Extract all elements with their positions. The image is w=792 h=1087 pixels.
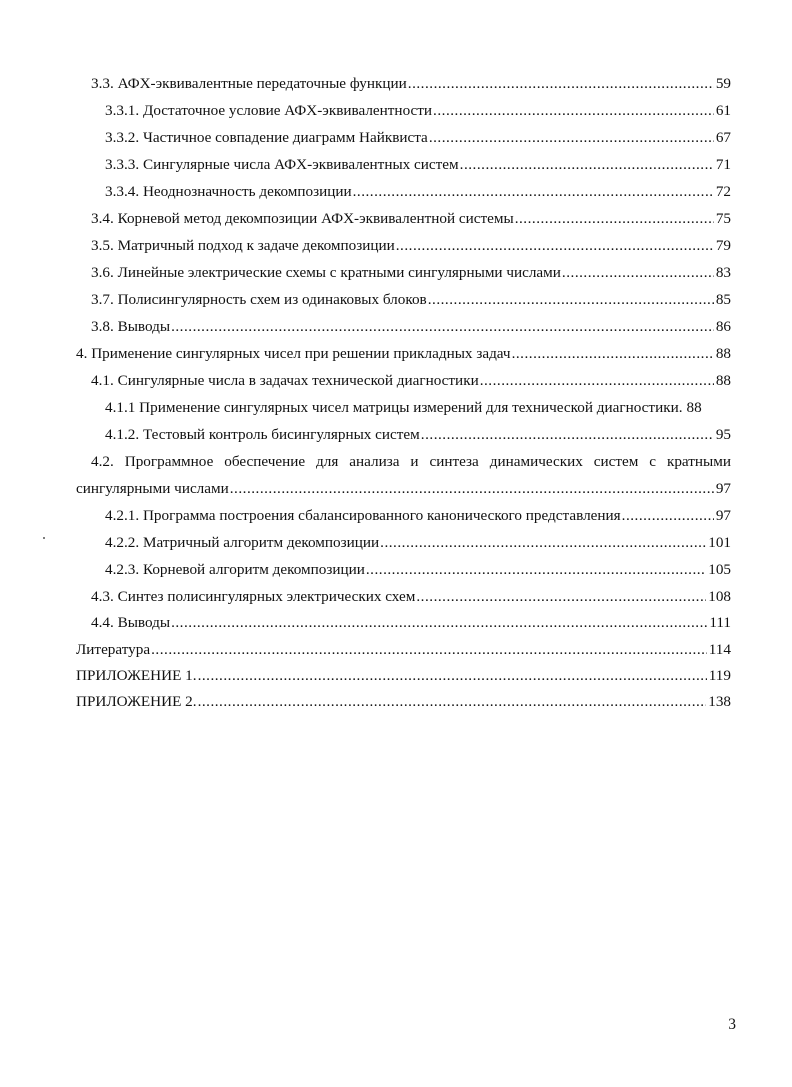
toc-leader-dots <box>460 155 714 175</box>
toc-entry-literature[interactable] <box>76 640 731 660</box>
toc-entry-label: 3.3.1. Достаточное условие АФХ-эквивалентности <box>105 102 433 119</box>
toc-entry-3-3[interactable] <box>91 74 731 94</box>
toc-entry-label: 3.4. Корневой метод декомпозиции АФХ-эквивалентной системы <box>91 210 514 227</box>
toc-leader-dots <box>428 290 714 310</box>
toc-entry-page: 67 <box>715 129 731 146</box>
toc-entry-4-1-2[interactable] <box>105 425 731 445</box>
toc-entry-label: 4.2. Программное обеспечение для анализа и синтеза динамических систем с кратными <box>91 453 731 470</box>
toc-leader-dots <box>622 506 714 526</box>
toc-entry-page: 119 <box>708 667 731 684</box>
toc-entry-label: 4.2.1. Программа построения сбалансированного канонического представления <box>105 507 621 524</box>
toc-entry-label: 4.2.2. Матричный алгоритм декомпозиции <box>105 534 380 551</box>
toc-entry-3-3-1[interactable] <box>105 101 731 121</box>
toc-entry-3-6[interactable] <box>91 263 731 283</box>
toc-entry-page: 114 <box>708 641 731 658</box>
toc-entry-4-2[interactable] <box>91 452 731 472</box>
toc-entry-page: 83 <box>715 264 731 281</box>
toc-entry-label: 4.1.2. Тестовый контроль бисингулярных систем <box>105 426 420 443</box>
toc-leader-dots <box>515 209 714 229</box>
toc-entry-4-3[interactable] <box>91 587 731 607</box>
toc-entry-page: 97 <box>715 480 731 497</box>
toc-leader-dots <box>408 74 714 94</box>
toc-entry-label: ПРИЛОЖЕНИЕ 1. <box>76 667 197 684</box>
toc-entry-label: 3.6. Линейные электрические схемы с кратными сингулярными числами <box>91 264 561 281</box>
toc-leader-dots <box>366 560 706 580</box>
scan-speck <box>43 537 45 539</box>
toc-entry-label: Литература <box>76 641 151 658</box>
toc-leader-dots <box>480 371 714 391</box>
toc-entry-page: 88 <box>686 399 702 416</box>
toc-entry-label: 4.1.1 Применение сингулярных чисел матрицы измерений для технической диагностики. <box>105 399 683 416</box>
toc-entry-label: 3.3. АФХ-эквивалентные передаточные функции <box>91 75 407 92</box>
toc-entry-label: 3.5. Матричный подход к задаче декомпозиции <box>91 237 395 254</box>
toc-entry-4[interactable] <box>76 344 731 364</box>
toc-entry-label: сингулярными числами <box>76 480 229 497</box>
toc-entry-label: 4.2.3. Корневой алгоритм декомпозиции <box>105 561 365 578</box>
toc-leader-dots <box>198 692 707 712</box>
toc-entry-label: 3.3.3. Сингулярные числа АФХ-эквивалентных систем <box>105 156 459 173</box>
toc-entry-label: 3.3.4. Неоднозначность декомпозиции <box>105 183 352 200</box>
toc-entry-4-2-2[interactable] <box>105 533 731 553</box>
toc-entry-3-3-3[interactable] <box>105 155 731 175</box>
toc-leader-dots <box>171 613 707 633</box>
toc-entry-label: 3.7. Полисингулярность схем из одинаковых блоков <box>91 291 427 308</box>
toc-entry-page: 88 <box>715 372 731 389</box>
toc-entry-appendix-2[interactable] <box>76 692 731 712</box>
toc-entry-page: 79 <box>715 237 731 254</box>
toc-entry-page: 138 <box>708 693 731 710</box>
toc-leader-dots <box>562 263 714 283</box>
toc-entry-4-2-1[interactable] <box>105 506 731 526</box>
toc-entry-page: 105 <box>708 561 731 578</box>
toc-entry-label: 3.3.2. Частичное совпадение диаграмм Найквиста <box>105 129 428 146</box>
toc-entry-label: 3.8. Выводы <box>91 318 171 335</box>
toc-leader-dots <box>396 236 714 256</box>
toc-leader-dots <box>353 182 714 202</box>
toc-entry-page: 72 <box>715 183 731 200</box>
toc-entry-4-4[interactable] <box>91 613 731 633</box>
toc-entry-3-8[interactable] <box>91 317 731 337</box>
toc-entry-label: 4.1. Сингулярные числа в задачах технической диагностики <box>91 372 479 389</box>
toc-leader-dots <box>198 666 707 686</box>
toc-entry-3-3-2[interactable] <box>105 128 731 148</box>
toc-entry-3-3-4[interactable] <box>105 182 731 202</box>
toc-entry-appendix-1[interactable] <box>76 666 731 686</box>
toc-entry-page: 95 <box>715 426 731 443</box>
toc-entry-page: 75 <box>715 210 731 227</box>
toc-entry-page: 108 <box>708 588 731 605</box>
page-number: 3 <box>728 1016 736 1033</box>
toc-leader-dots <box>171 317 714 337</box>
toc-entry-page: 85 <box>715 291 731 308</box>
toc-leader-dots <box>380 533 706 553</box>
toc-entry-page: 97 <box>715 507 731 524</box>
toc-entry-3-7[interactable] <box>91 290 731 310</box>
toc-entry-page: 71 <box>715 156 731 173</box>
toc-leader-dots <box>151 640 707 660</box>
toc-entry-page: 101 <box>708 534 731 551</box>
toc-entry-page: 86 <box>715 318 731 335</box>
toc-leader-dots <box>416 587 706 607</box>
toc-entry-4-2-3[interactable] <box>105 560 731 580</box>
toc-leader-dots <box>421 425 714 445</box>
toc-entry-page: 111 <box>709 614 731 631</box>
toc-entry-page: 59 <box>715 75 731 92</box>
toc-entry-3-4[interactable] <box>91 209 731 229</box>
toc-entry-label: 4.3. Синтез полисингулярных электрических схем <box>91 588 416 605</box>
toc-entry-page: 88 <box>715 345 731 362</box>
toc-entry-label: 4.4. Выводы <box>91 614 171 631</box>
toc-leader-dots <box>230 479 714 499</box>
toc-leader-dots <box>429 128 714 148</box>
toc-entry-4-2-continued[interactable] <box>76 479 731 499</box>
toc-leader-dots <box>433 101 714 121</box>
toc-entry-label: ПРИЛОЖЕНИЕ 2. <box>76 693 197 710</box>
toc-entry-3-5[interactable] <box>91 236 731 256</box>
toc-entry-page: 61 <box>715 102 731 119</box>
toc-entry-4-1-1[interactable] <box>105 398 731 418</box>
toc-entry-label: 4. Применение сингулярных чисел при решении прикладных задач <box>76 345 511 362</box>
toc-entry-4-1[interactable] <box>91 371 731 391</box>
toc-leader-dots <box>512 344 714 364</box>
